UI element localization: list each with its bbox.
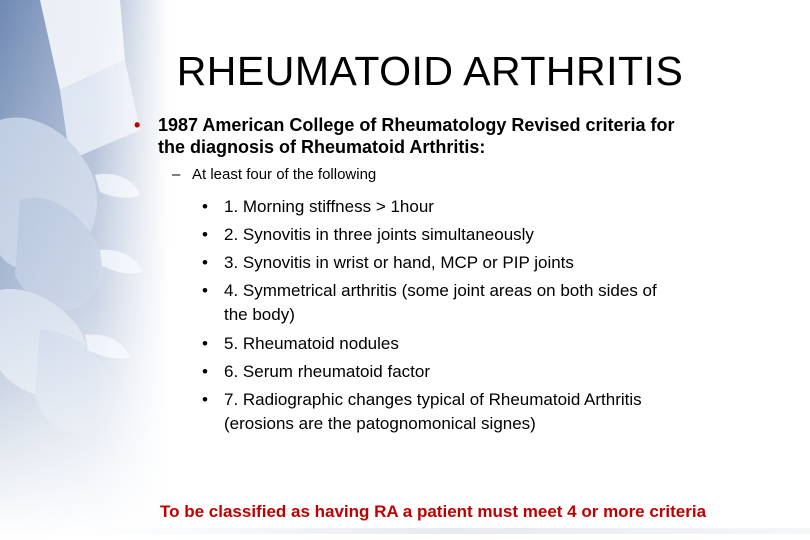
criteria-text: 2. Synovitis in three joints simultaneously [224, 225, 534, 244]
criteria-text: 1. Morning stiffness > 1hour [224, 197, 434, 216]
main-bullet [134, 114, 774, 158]
bullet-dot-icon: • [202, 362, 208, 381]
criteria-text: 5. Rheumatoid nodules [224, 334, 399, 353]
sub-bullet [172, 165, 376, 185]
bullet-dot-icon: • [202, 390, 208, 409]
criteria-text-continued: (erosions are the patognomonical signes) [224, 414, 536, 433]
criteria-item [202, 358, 762, 386]
main-bullet-line2: the diagnosis of Rheumatoid Arthritis: [158, 137, 486, 157]
dash-icon: – [172, 166, 181, 183]
criteria-item [202, 221, 762, 249]
bullet-dot-icon: • [134, 115, 141, 135]
criteria-item [202, 386, 762, 436]
criteria-item [202, 277, 762, 327]
sub-bullet-text: At least four of the following [192, 166, 377, 183]
bullet-dot-icon: • [202, 253, 208, 272]
main-bullet-line1: 1987 American College of Rheumatology Revised criteria for [158, 115, 675, 135]
criteria-item [202, 330, 762, 358]
criteria-list [202, 193, 762, 439]
bullet-dot-icon: • [202, 225, 208, 244]
criteria-text: 7. Radiographic changes typical of Rheumatoid Arthritis [224, 390, 642, 409]
criteria-text: 3. Synovitis in wrist or hand, MCP or PIP joints [224, 253, 574, 272]
bullet-dot-icon: • [202, 281, 208, 300]
bullet-dot-icon: • [202, 197, 208, 216]
criteria-text-continued: the body) [224, 305, 295, 324]
criteria-text: 4. Symmetrical arthritis (some joint areas on both sides of [224, 281, 657, 300]
main-bullet-text [134, 114, 774, 158]
slide-title: RHEUMATOID ARTHRITIS [176, 48, 684, 94]
classification-note: To be classified as having RA a patient must meet 4 or more criteria [160, 502, 707, 521]
decorative-divider [90, 528, 810, 534]
criteria-item [202, 249, 762, 277]
bullet-dot-icon: • [202, 334, 208, 353]
criteria-item [202, 193, 762, 221]
criteria-text: 6. Serum rheumatoid factor [224, 362, 430, 381]
